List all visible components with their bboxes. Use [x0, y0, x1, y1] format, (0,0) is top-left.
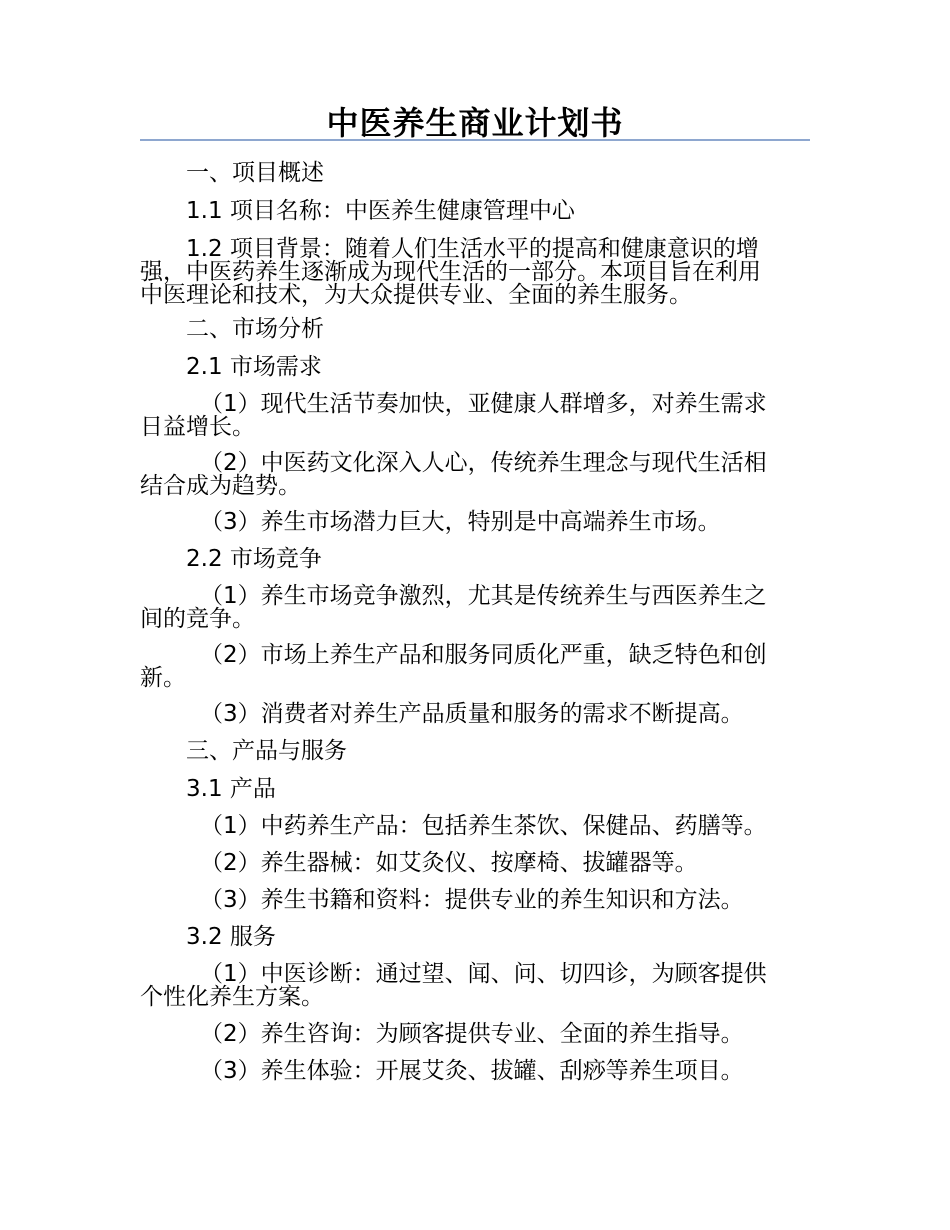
- item-2-1-2-line-2: 结合成为趋势。: [140, 473, 301, 499]
- subsection-1-2-line-3: 中医理论和技术，为大众提供专业、全面的养生服务。: [140, 282, 692, 308]
- item-2-2-3: （3）消费者对养生产品质量和服务的需求不断提高。: [200, 701, 744, 727]
- subsection-3-2: 3.2 服务: [186, 924, 276, 950]
- subsection-2-1: 2.1 市场需求: [186, 354, 322, 380]
- item-2-1-1-line-2: 日益增长。: [140, 414, 255, 440]
- subsection-1-1: 1.1 项目名称：中医养生健康管理中心: [186, 198, 575, 224]
- subsection-1-2-line-2: 强，中医药养生逐渐成为现代生活的一部分。本项目旨在利用: [140, 259, 761, 285]
- item-3-2-1-line-2: 个性化养生方案。: [140, 984, 324, 1010]
- item-2-1-2-line-1: （2）中医药文化深入人心，传统养生理念与现代生活相: [200, 450, 767, 476]
- section-heading-1: 一、项目概述: [186, 160, 324, 186]
- section-heading-2: 二、市场分析: [186, 316, 324, 342]
- document-title: 中医养生商业计划书: [326, 104, 624, 142]
- item-3-1-1: （1）中药养生产品：包括养生茶饮、保健品、药膳等。: [200, 813, 767, 839]
- item-3-2-3: （3）养生体验：开展艾灸、拔罐、刮痧等养生项目。: [200, 1058, 744, 1084]
- item-2-1-3: （3）养生市场潜力巨大，特别是中高端养生市场。: [200, 509, 721, 535]
- item-2-2-2-line-2: 新。: [140, 665, 186, 691]
- item-2-2-2-line-1: （2）市场上养生产品和服务同质化严重，缺乏特色和创: [200, 642, 767, 668]
- item-2-1-1-line-1: （1）现代生活节奏加快，亚健康人群增多，对养生需求: [200, 391, 767, 417]
- subsection-1-2-line-1: 1.2 项目背景：随着人们生活水平的提高和健康意识的增: [186, 236, 759, 262]
- item-3-2-1-line-1: （1）中医诊断：通过望、闻、问、切四诊，为顾客提供: [200, 961, 767, 987]
- item-3-2-2: （2）养生咨询：为顾客提供专业、全面的养生指导。: [200, 1021, 744, 1047]
- subsection-2-2: 2.2 市场竞争: [186, 546, 322, 572]
- item-2-2-1-line-2: 间的竞争。: [140, 606, 255, 632]
- subsection-3-1: 3.1 产品: [186, 776, 276, 802]
- item-2-2-1-line-1: （1）养生市场竞争激烈，尤其是传统养生与西医养生之: [200, 583, 767, 609]
- section-heading-3: 三、产品与服务: [186, 738, 347, 764]
- title-underline: [140, 139, 810, 141]
- item-3-1-2: （2）养生器械：如艾灸仪、按摩椅、拔罐器等。: [200, 850, 698, 876]
- item-3-1-3: （3）养生书籍和资料：提供专业的养生知识和方法。: [200, 887, 744, 913]
